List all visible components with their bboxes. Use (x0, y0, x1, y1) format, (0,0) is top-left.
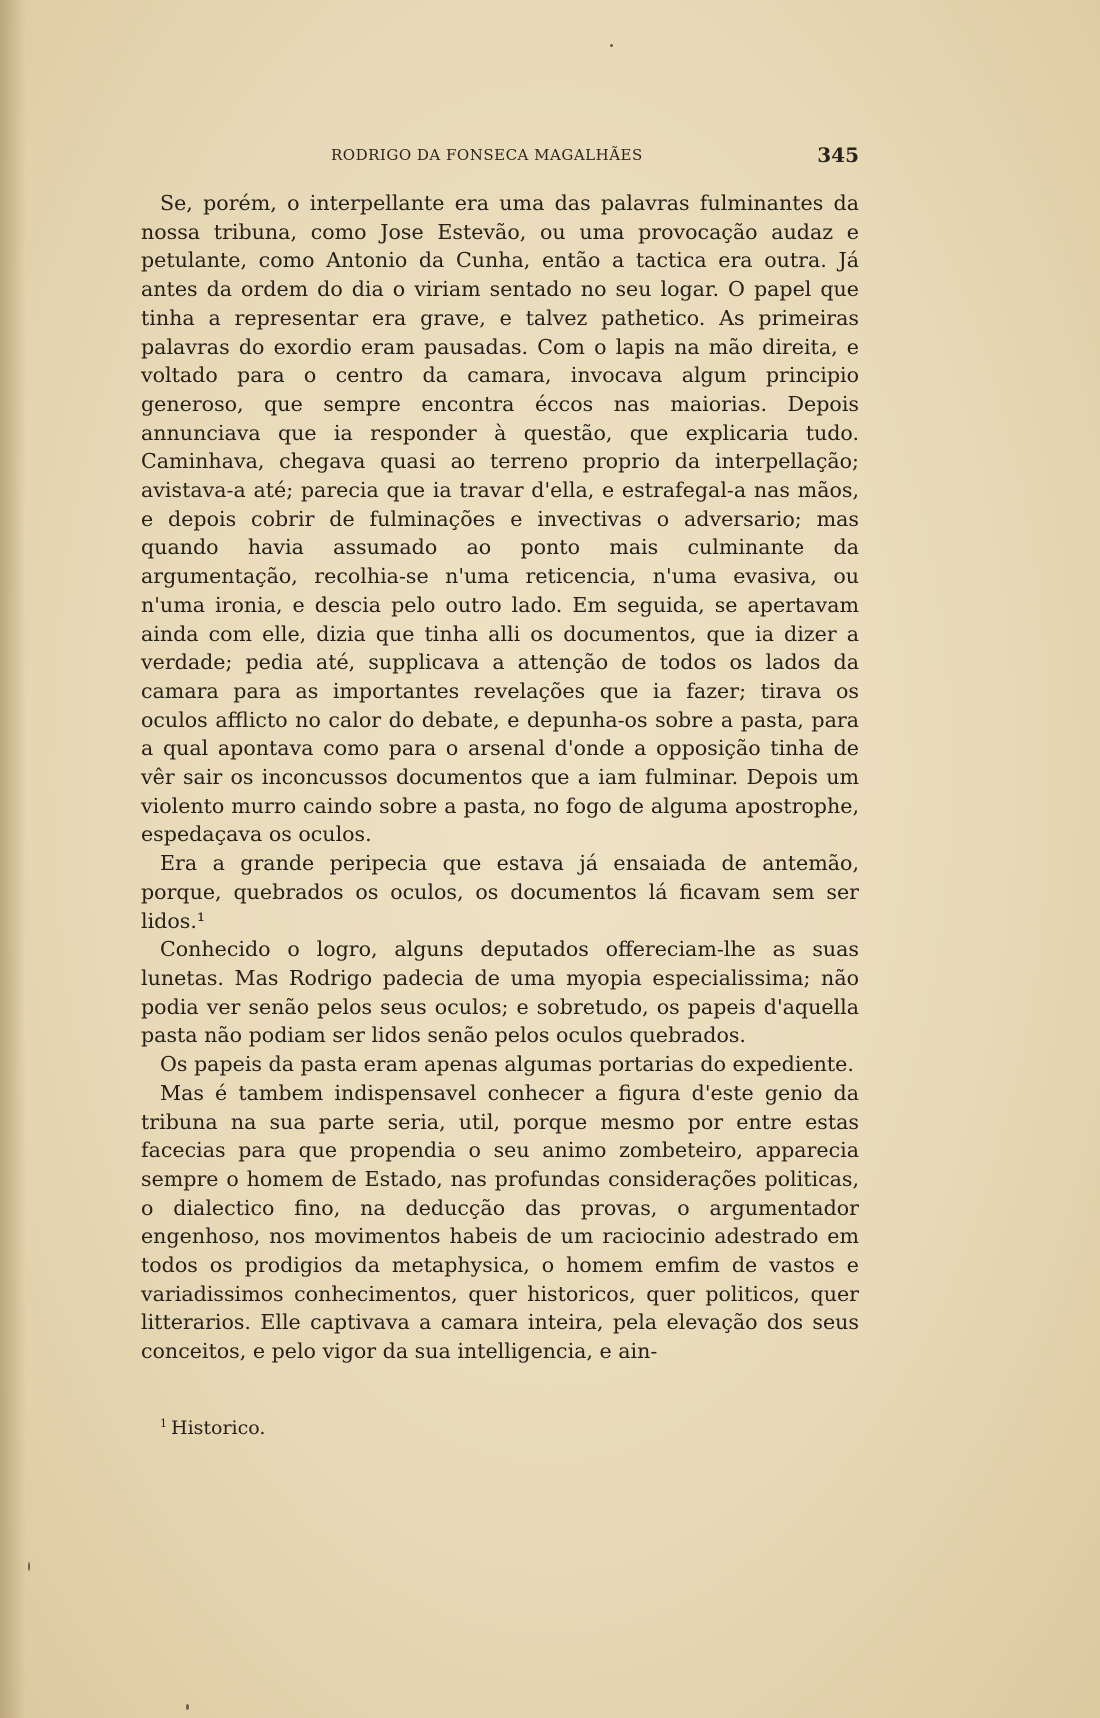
page-edge-shadow (0, 0, 26, 1718)
running-head: RODRIGO DA FONSECA MAGALHÃES (331, 146, 643, 164)
paper-speck (186, 1704, 189, 1710)
paragraph-5: Mas é tambem indispensavel conhecer a figura d'este genio da tribuna na sua parte seria, util, porque mesmo por entre estas facecias para que propendia o seu animo zombeteiro, apparecia sempre o homem de Estado, nas profundas considerações politicas, o dialectico fino, na deducção das provas, o argumentador engenhoso, nos movimentos habeis de um raciocinio adestrado em todos os prodigios da metaphysica, o homem emfim de vastos e variadissimos conhecimentos, quer historicos, quer politicos, quer litterarios. Elle captivava a camara inteira, pela elevação dos seus conceitos, e pelo vigor da sua intelligencia, e ain- (141, 1080, 859, 1364)
paper-speck (28, 1562, 30, 1571)
body-text (141, 189, 859, 1366)
footnote (160, 1417, 265, 1439)
page-number: 345 (817, 143, 859, 167)
paper-speck (610, 44, 613, 47)
page-header (143, 144, 865, 168)
paragraph-2: Era a grande peripecia que estava já ensaiada de antemão, porque, quebrados os oculos, os documentos lá ficavam sem ser lidos.¹ (141, 851, 859, 933)
footnote-text: Historico. (171, 1417, 266, 1439)
paragraph-4: Os papeis da pasta eram apenas algumas portarias do expediente. (160, 1052, 854, 1077)
paragraph-3: Conhecido o logro, alguns deputados offereciam-lhe as suas lunetas. Mas Rodrigo padecia de uma myopia especialissima; não podia ver senão pelos seus oculos; e sobretudo, os papeis d'aquella pasta não podiam ser lidos senão pelos oculos quebrados. (141, 937, 859, 1048)
footnote-marker: 1 (160, 1417, 167, 1430)
paragraph-1: Se, porém, o interpellante era uma das palavras fulminantes da nossa tribuna, como Jose Estevão, ou uma provocação audaz e petulante, como Antonio da Cunha, então a tactica era outra. Já antes da ordem do dia o viriam sentado no seu logar. O papel que tinha a representar era grave, e talvez pathetico. As primeiras palavras do exordio eram pausadas. Com o lapis na mão direita, e voltado para o centro da camara, invocava algum principio generoso, que sempre encontra éccos nas maiorias. Depois annunciava que ia responder à questão, que explicaria tudo. Caminhava, chegava quasi ao terreno proprio da interpellação; avistava-a até; parecia que ia travar d'ella, e estrafegal-a nas mãos, e depois cobrir de fulminações e invectivas o adversario; mas quando havia assumado ao ponto mais culminante da argumentação, recolhia-se n'uma reticencia, n'uma evasiva, ou n'uma ironia, e descia pelo outro lado. Em seguida, se apertavam ainda com elle, dizia que tinha alli os documentos, que ia dizer a verdade; pedia até, supplicava a attenção de todos os lados da camara para as importantes revelações que ia fazer; tirava os oculos afflicto no calor do debate, e depunha-os sobre a pasta, para a qual apontava como para o arsenal d'onde a opposição tinha de vêr sair os inconcussos documentos que a iam fulminar. Depois um violento murro caindo sobre a pasta, no fogo de alguma apostrophe, espedaçava os oculos. (141, 191, 859, 847)
